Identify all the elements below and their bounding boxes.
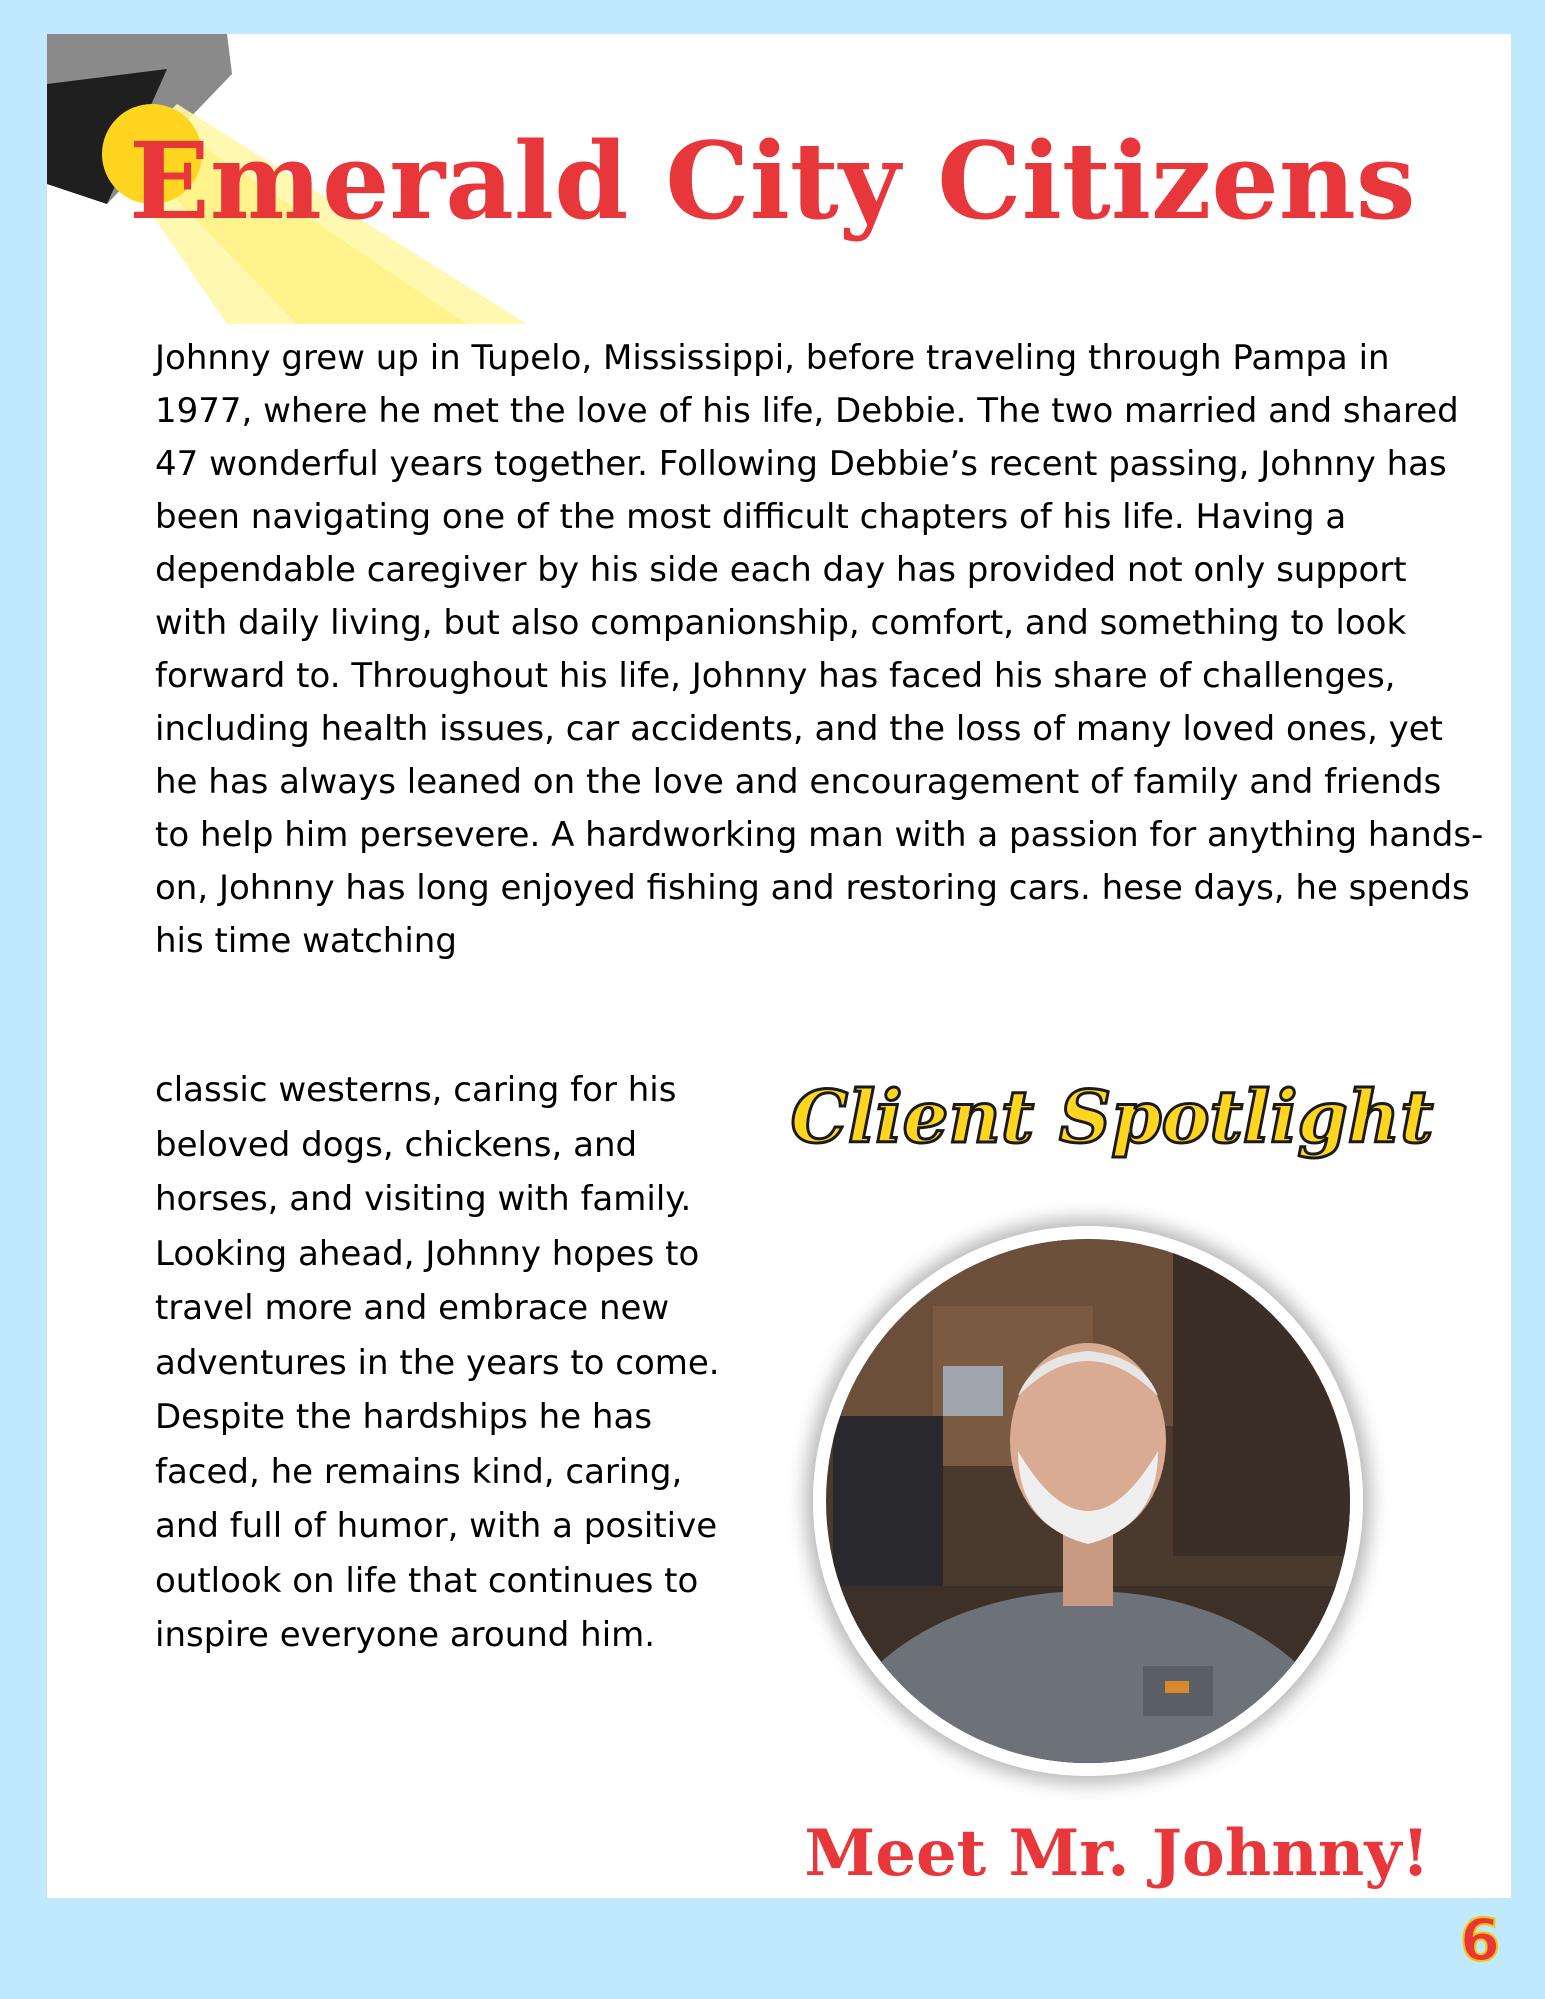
- client-photo: [813, 1226, 1363, 1776]
- page-number: 6: [1459, 1906, 1501, 1974]
- newsletter-title: Emerald City Citizens: [129, 118, 1416, 243]
- article-text-top: Johnny grew up in Tupelo, Mississippi, before traveling through Pampa in 1977, where he met the love of his life, Debbie. The two married and shared 47 wonderful years together. Following Debbie’s recent passing, Johnny has been navigating one of the most difficult chapters of his life. Having a dependable caregiver by his side each day has provided not only support with daily living, but also companionship, comfort, and something to look forward to. Throughout his life, Johnny has faced his share of challenges, including health issues, car accidents, and the loss of many loved ones, yet he has always leaned on the love and encouragement of family and friends to help him persevere. A hardworking man with a passion for anything hands-on, Johnny has long enjoyed fishing and restoring cars. hese days, he spends his time watching: [155, 338, 1484, 961]
- newsletter-page: [47, 34, 1511, 1898]
- photo-caption: Meet Mr. Johnny!: [804, 1816, 1430, 1891]
- article-text-bottom: classic westerns, caring for his beloved dogs, chickens, and horses, and visiting with family. Looking ahead, Johnny hopes to travel more and embrace new adventures in the years to come. Despite the hardships he has faced, he remains kind, caring, and full of humor, with a positive outlook on life that continues to inspire everyone around him.: [155, 1070, 720, 1655]
- client-spotlight-heading: Client Spotlight: [790, 1074, 1434, 1159]
